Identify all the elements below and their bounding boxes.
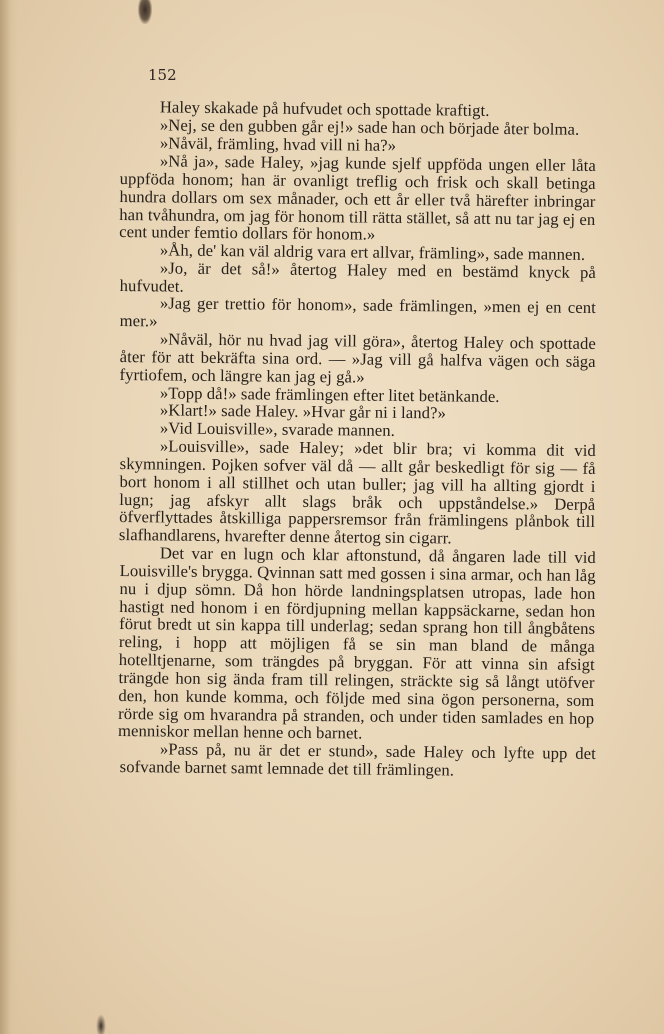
paragraph: »Klart!» sade Haley. »Hvar går ni i land?» <box>159 400 447 423</box>
paragraph: »Vid Louisville», svarade mannen. <box>159 418 396 441</box>
paragraph: »Louisville», sade Haley; »det blir bra; vi komma dit vid skymningen. Pojken sofver väl då — allt går beskedligt för sig — få bort honom i all stillhet och utan buller; jag vill ha allting gjordt i lugn; jag afskyr allt slags bråk och uppståndelse.» Derpå öfverflyttades åtskilliga pappersremsor från främlingens plånbok till slafhandlarens, hvarefter denne återtog sin cigarr. <box>118 436 596 548</box>
body-text <box>117 97 596 780</box>
paragraph: »Åh, de' kan väl aldrig vara ert allvar, främling», sade mannen. <box>159 240 586 264</box>
ink-mark <box>96 1014 106 1034</box>
paragraph: »Nåväl, främling, hvad vill ni ha?» <box>159 133 397 155</box>
paragraph: »Jo, är det så!» återtog Haley med en bestämd knyck på hufvudet. <box>119 258 596 296</box>
paragraph: »Nå ja», sade Haley, »jag kunde sjelf uppföda ungen eller låta uppföda honom; han är ovanligt treflig och frisk och skall betinga hundra dollars om sex månader, och ett år eller två härefter inbringar han tvåhundra, om jag för honom till rätta stället, så att nu tar jag ej en cent under femtio dollars för honom.» <box>119 150 596 244</box>
paragraph: »Nåväl, hör nu hvad jag vill göra», återtog Haley och spottade åter för att bekräfta sina ord. — »Jag vill gå halfva vägen och säga fyrtiofem, och längre kan jag ej gå.» <box>119 329 596 387</box>
paragraph: Haley skakade på hufvudet och spottade kraftigt. <box>159 97 490 120</box>
paragraph: »Jag ger trettio för honom», sade främlingen, »men ej en cent mer.» <box>119 293 596 331</box>
paragraph: »Nej, se den gubben går ej!» sade han och började åter bolma. <box>159 115 580 139</box>
ink-blot <box>138 0 152 24</box>
page-edge-shadow <box>0 0 18 1034</box>
page-number: 152 <box>148 66 177 84</box>
paragraph: »Topp då!» sade främlingen efter litet betänkande. <box>159 382 500 406</box>
paragraph: Det var en lugn och klar aftonstund, då ångaren lade till vid Louisville's brygga. Qvinnan satt med gossen i sina armar, och han låg nu i djup sömn. Då hon hörde landningsplatsen utropas, lade hon hastigt ned honom i en fördjupning mellan kappsäckarne, sedan hon förut bredt ut sin kappa till underlag; sedan sprang hon till ångbåtens reling, i hopp att möjligen få se sin man bland de många hotelltjenarne, som trängdes på bryggan. För att vinna sin afsigt trängde hon sig ända fram till relingen, sträckte sig så långt utöfver den, hon kunde komma, och följde med sina ögon personerna, som rörde sig om hvarandra på stranden, och under tiden samlades en hop menniskor mellan henne och barnet. <box>117 543 596 744</box>
paragraph: »Pass på, nu är det er stund», sade Haley och lyfte upp det sofvande barnet samt lemnade det till främlingen. <box>119 739 596 780</box>
